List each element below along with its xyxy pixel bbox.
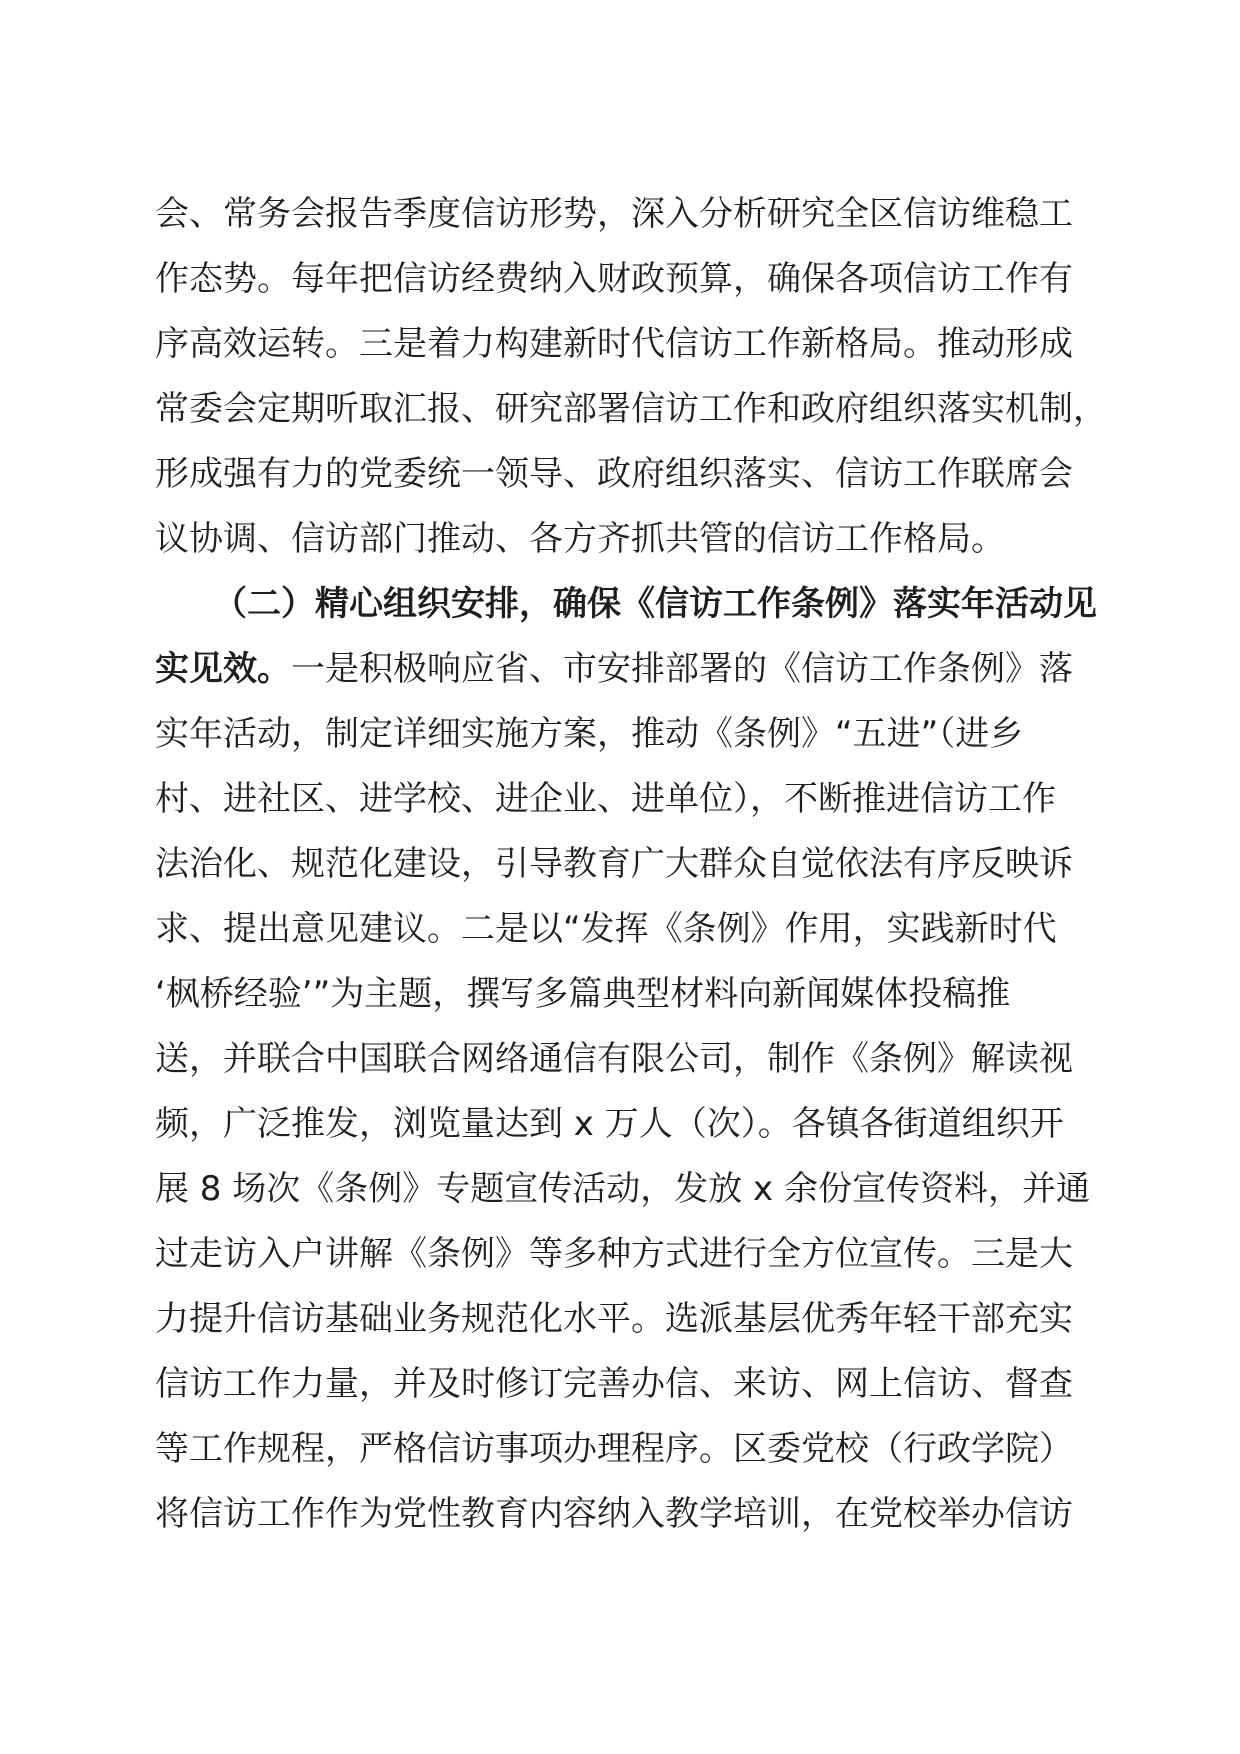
- paragraph-1-line-2: 作态势。每年把信访经费纳入财政预算，确保各项信访工作有: [155, 259, 1073, 299]
- paragraph-2-line: ‘枫桥经验’”为主题，撰写多篇典型材料向新闻媒体投稿推: [155, 974, 1011, 1014]
- paragraph-1-line-5: 形成强有力的党委统一领导、政府组织落实、信访工作联席会: [155, 454, 1073, 494]
- paragraph-2-line: 送，并联合中国联合网络通信有限公司，制作《条例》解读视: [155, 1039, 1073, 1079]
- paragraph-2-line: 过走访入户讲解《条例》等多种方式进行全方位宣传。三是大: [155, 1234, 1073, 1274]
- paragraph-2-line: 频，广泛推发，浏览量达到 x 万人（次）。各镇各街道组织开: [155, 1104, 1064, 1144]
- paragraph-1-line-3: 序高效运转。三是着力构建新时代信访工作新格局。推动形成: [155, 324, 1073, 364]
- document-body: [155, 182, 1107, 1547]
- paragraph-2-line-2: [155, 637, 1085, 702]
- paragraph-2-line: 村、进社区、进学校、进企业、进单位），不断推进信访工作: [155, 779, 1056, 819]
- paragraph-2-line: 展 8 场次《条例》专题宣传活动，发放 x 余份宣传资料，并通: [155, 1169, 1090, 1209]
- paragraph-2-line: 法治化、规范化建设，引导教育广大群众自觉依法有序反映诉: [155, 844, 1073, 884]
- paragraph-2-line: 将信访工作作为党性教育内容纳入教学培训，在党校举办信访: [155, 1494, 1073, 1534]
- paragraph-1-line-1: 会、常务会报告季度信访形势，深入分析研究全区信访维稳工: [155, 194, 1073, 234]
- paragraph-1-line-4: 常委会定期听取汇报、研究部署信访工作和政府组织落实机制，: [155, 389, 1107, 429]
- section-heading-tail: 实见效。: [155, 649, 291, 689]
- paragraph-2-line: 等工作规程，严格信访事项办理程序。区委党校（行政学院）: [155, 1429, 1073, 1469]
- paragraph-1-line-6: 议协调、信访部门推动、各方齐抓共管的信访工作格局。: [155, 519, 1005, 559]
- paragraph-2-line: 力提升信访基础业务规范化水平。选派基层优秀年轻干部充实: [155, 1299, 1073, 1339]
- paragraph-2-line: 信访工作力量，并及时修订完善办信、来访、网上信访、督查: [155, 1364, 1073, 1404]
- paragraph-2-line: 实年活动，制定详细实施方案，推动《条例》“五进”（进乡: [155, 714, 1024, 754]
- paragraph-2-line-2-text: 一是积极响应省、市安排部署的《信访工作条例》落: [291, 649, 1073, 689]
- section-heading: （二）精心组织安排，确保《信访工作条例》落实年活动见: [213, 584, 1097, 624]
- paragraph-2-line: 求、提出意见建议。二是以“发挥《条例》作用，实践新时代: [155, 909, 1057, 949]
